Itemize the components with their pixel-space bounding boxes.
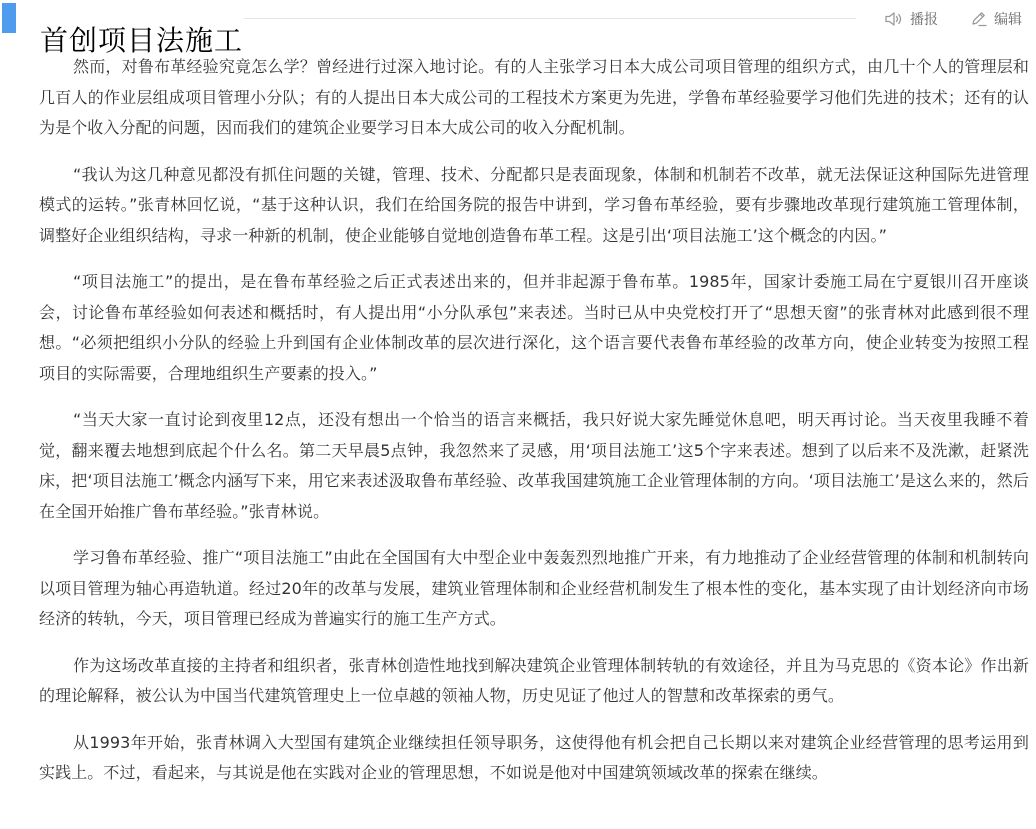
pencil-icon [970,11,994,27]
paragraph-3: “项目法施工”的提出，是在鲁布革经验之后正式表述出来的，但并非起源于鲁布革。1985年，国家计委施工局在宁夏银川召开座谈会，讨论鲁布革经验如何表述和概括时，有人提出用“小分队承包”来表述。当时已从中央党校打开了“思想天窗”的张青林对此感到很不理想。“必须把组织小分队的经验上升到国有企业体制改革的层次进行深化，这个语言要代表鲁布革经验的改革方向，使企业转变为按照工程项目的实际需要，合理地组织生产要素的投入。” [39,272,1029,383]
paragraph-4: “当天大家一直讨论到夜里12点，还没有想出一个恰当的语言来概括，我只好说大家先睡觉休息吧，明天再讨论。当天夜里我睡不着觉，翻来覆去地想到底起个什么名。第二天早晨5点钟，我忽然来了灵感，用‘项目法施工’这5个字来表述。想到了以后来不及洗漱，赶紧洗床，把‘项目法施工’概念内涵写下来，用它来表述汲取鲁布革经验、改革我国建筑施工企业管理体制的方向。‘项目法施工’是这么来的，然后在全国开始推广鲁布革经验。”张青林说。 [39,410,1029,521]
section-header [0,0,1036,58]
article-body [39,52,1029,805]
paragraph-6: 作为这场改革直接的主持者和组织者，张青林创造性地找到解决建筑企业管理体制转轨的有效途径，并且为马克思的《资本论》作出新的理论解释，被公认为中国当代建筑管理史上一位卓越的领袖人物，历史见证了他过人的智慧和改革探索的勇气。 [39,655,1029,705]
play-button[interactable] [884,8,938,30]
paragraph-7: 从1993年开始，张青林调入大型国有建筑企业继续担任领导职务，这使得他有机会把自己长期以来对建筑企业经营管理的思考运用到实践上。不过，看起来，与其说是他在实践对企业的管理思想，不如说是他对中国建筑领域改革的探索在继续。 [39,732,1029,782]
edit-label: 编辑 [994,12,1022,28]
paragraph-5: 学习鲁布革经验、推广“项目法施工”由此在全国国有大中型企业中轰轰烈烈地推广开来，有力地推动了企业经营管理的体制和机制转向以项目管理为轴心再造轨道。经过20年的改革与发展，建筑业管理体制和企业经营机制发生了根本性的变化，基本实现了由计划经济向市场经济的转轨，今天，项目管理已经成为普遍实行的施工生产方式。 [39,548,1029,628]
paragraph-1: 然而，对鲁布革经验究竟怎么学？曾经进行过深入地讨论。有的人主张学习日本大成公司项目管理的组织方式，由几十个人的管理层和几百人的作业层组成项目管理小分队；有的人提出日本大成公司的工程技术方案更为先进，学鲁布革经验要学习他们先进的技术；还有的认为是个收入分配的问题，因而我们的建筑企业要学习日本大成公司的收入分配机制。 [39,57,1029,137]
speaker-icon [884,11,910,27]
play-label: 播报 [910,12,938,28]
title-divider [244,18,856,19]
paragraph-2: “我认为这几种意见都没有抓住问题的关键，管理、技术、分配都只是表面现象，体制和机制若不改革，就无法保证这种国际先进管理模式的运转。”张青林回忆说，“基于这种认识，我们在给国务院的报告中讲到，学习鲁布革经验，要有步骤地改革现行建筑施工管理体制，调整好企业组织结构，寻求一种新的机制，使企业能够自觉地创造鲁布革工程。这是引出‘项目法施工’这个概念的内因。” [39,164,1029,245]
section-title: 首创项目法施工 [40,24,244,58]
section-accent-bar [2,3,16,33]
edit-button[interactable] [970,8,1022,30]
